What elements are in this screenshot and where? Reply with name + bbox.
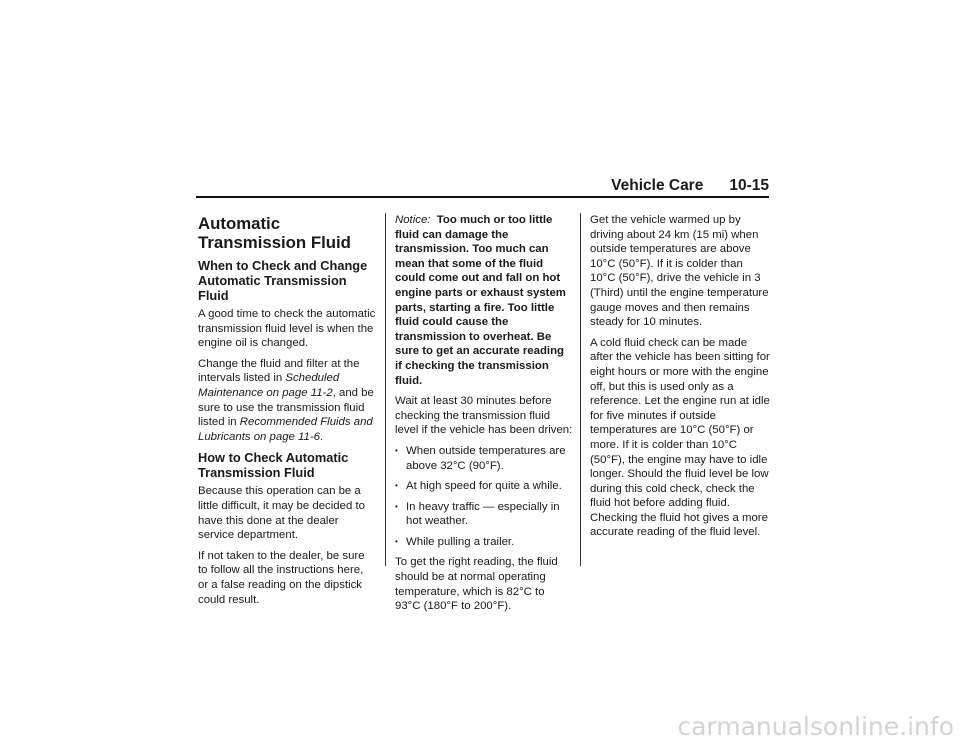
- column-3: [590, 213, 770, 546]
- list-item-text: When outside temperatures are above 32°C (90°F).: [406, 444, 566, 472]
- list-item: [395, 500, 573, 529]
- column-divider: [385, 213, 386, 566]
- list-item: [395, 444, 573, 473]
- list-item-text: While pulling a trailer.: [406, 535, 515, 548]
- link-recommended-fluids[interactable]: Recommended Fluids and Lubricants on page 11-6: [198, 416, 373, 443]
- paragraph-check-time: A good time to check the automatic transmission fluid level is when the engine oil is changed.: [198, 308, 376, 350]
- header-rule: [196, 196, 769, 198]
- paragraph-wait: Wait at least 30 minutes before checking the transmission fluid level if the vehicle has been driven:: [395, 395, 573, 437]
- paragraph-change-interval: [198, 357, 376, 445]
- bullet-icon: •: [395, 481, 398, 491]
- column-divider: [580, 213, 581, 566]
- text-fragment: , and be sure to use the transmission fluid listed in: [198, 386, 374, 429]
- section-heading: Automatic Transmission Fluid: [198, 214, 351, 252]
- paragraph-operating-temperature: To get the right reading, the fluid should be at normal operating temperature, which is 82°C to 93°C (180°F to 200°F).: [395, 556, 558, 613]
- list-item: [395, 535, 573, 550]
- subheading-how-to-check: How to Check Automatic Transmission Fluid: [198, 450, 349, 481]
- paragraph-warm-up: Get the vehicle warmed up by driving about 24 km (15 mi) when outside temperatures are above 10°C (50°F). If it is colder than 10°C (50°F), drive the vehicle in 3 (Third) until the engine temperature gauge moves and then remains steady for 10 minutes.: [590, 214, 769, 329]
- section-title: Vehicle Care: [611, 177, 704, 194]
- bullet-icon: •: [395, 501, 398, 511]
- list-item-text: In heavy traffic — especially in hot weather.: [406, 500, 560, 528]
- paragraph-instructions: If not taken to the dealer, be sure to follow all the instructions here, or a false reading on the dipstick could result.: [198, 549, 365, 606]
- subheading-when-to-check: When to Check and Change Automatic Transmission Fluid: [198, 258, 368, 303]
- paragraph-dealer: Because this operation can be a little difficult, it may be decided to have this done at the dealer service department.: [198, 485, 365, 542]
- notice: [395, 213, 573, 388]
- conditions-list: [395, 444, 573, 550]
- text-fragment: .: [320, 430, 324, 443]
- bullet-icon: •: [395, 536, 398, 546]
- notice-text: Too much or too little fluid can damage the transmission. Too much can mean that some of the fluid could come out and fall on hot engine parts or exhaust system parts, starting a fire. Too little fluid could cause the transmission to overheat. Be sure to get an accurate reading if checking the transmission fluid.: [395, 214, 566, 387]
- link-scheduled-maintenance[interactable]: Scheduled Maintenance on page 11-2: [198, 372, 340, 399]
- page-header: [196, 176, 769, 196]
- column-1: [198, 213, 376, 613]
- list-item-text: At high speed for quite a while.: [406, 480, 562, 493]
- paragraph-cold-check: A cold fluid check can be made after the vehicle has been sitting for eight hours or more with the engine off, but this is used only as a reference. Let the engine run at idle for five minutes if outside temperatures are 10°C (50°F) or more. If it is colder than 10°C (50°F), the engine may have to idle longer. Should the fluid level be low during this cold check, check the fluid hot before adding fluid. Checking the fluid hot gives a more accurate reading of the fluid level.: [590, 336, 770, 539]
- page-number: 10-15: [729, 177, 769, 194]
- watermark: carmanualsonline.info: [677, 712, 954, 741]
- list-item: [395, 479, 573, 494]
- bullet-icon: •: [395, 445, 398, 455]
- text-fragment: Change the fluid and filter at the intervals listed in: [198, 357, 360, 385]
- notice-label: Notice:: [395, 214, 431, 226]
- column-2: [395, 213, 573, 620]
